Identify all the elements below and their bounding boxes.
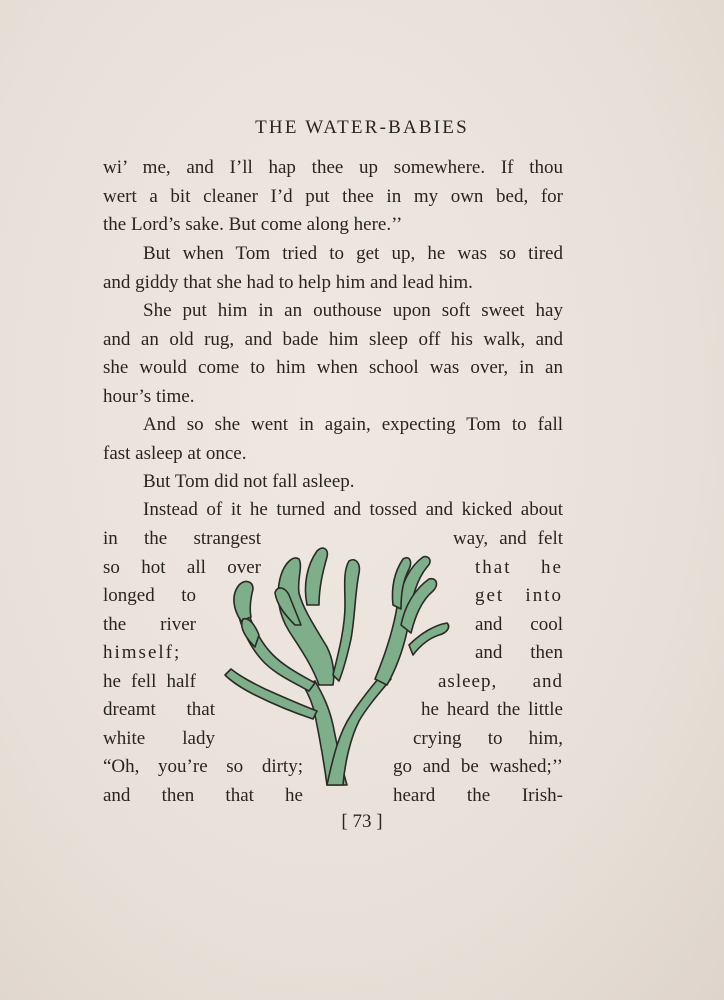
text-line: the river	[103, 613, 196, 635]
text-line: get into	[475, 585, 563, 606]
text-line: longed to	[103, 585, 196, 606]
running-head: THE WATER-BABIES	[255, 117, 469, 138]
text-line: heard the Irish-	[393, 784, 563, 806]
text-line: he heard the little	[421, 699, 563, 720]
text-line: But Tom did not fall asleep.	[143, 471, 355, 492]
text-line: crying to him,	[413, 727, 563, 749]
paragraph-5	[103, 468, 563, 497]
paragraph-6	[103, 496, 563, 525]
text-line: wi’ me, and I’ll hap thee up somewhere. If thou	[103, 157, 563, 178]
text-line: fast asleep at once.	[103, 442, 247, 464]
text-line: But when Tom tried to get up, he was so tired	[143, 243, 563, 264]
text-line: and an old rug, and bade him sleep off his walk, and	[103, 328, 563, 350]
text-line: and then that he	[103, 784, 303, 806]
page-number: [ 73 ]	[341, 811, 383, 832]
paragraph-1	[103, 154, 563, 240]
text-line: she would come to him when school was over, in an	[103, 357, 563, 378]
text-line: white lady	[103, 727, 215, 749]
text-line: “Oh, you’re so dirty;	[103, 756, 303, 777]
text-line: himself;	[103, 642, 182, 663]
text-line: the Lord’s sake. But come along here.’’	[103, 214, 403, 235]
paragraph-2	[103, 240, 563, 297]
text-line: asleep, and	[438, 670, 563, 692]
text-line: dreamt that	[103, 699, 215, 720]
text-line: and then	[475, 642, 563, 663]
text-line: he fell half	[103, 670, 196, 692]
text-line: way, and felt	[453, 528, 563, 549]
text-line: and giddy that she had to help him and lead him.	[103, 271, 473, 293]
text-line: She put him in an outhouse upon soft sweet hay	[143, 300, 563, 321]
water-plant-illustration	[215, 535, 455, 800]
text-line: go and be washed;’’	[393, 756, 563, 777]
text-line: Instead of it he turned and tossed and kicked about	[143, 499, 563, 520]
text-line: And so she went in again, expecting Tom to fall	[143, 414, 563, 435]
text-line: in the strangest	[103, 528, 261, 549]
text-line: so hot all over	[103, 556, 261, 578]
text-line: that he	[475, 556, 563, 578]
paragraph-3	[103, 297, 563, 411]
paragraph-4	[103, 411, 563, 468]
text-line: hour’s time.	[103, 385, 195, 407]
text-line: and cool	[475, 613, 563, 635]
text-line: wert a bit cleaner I’d put thee in my own bed, for	[103, 185, 563, 207]
